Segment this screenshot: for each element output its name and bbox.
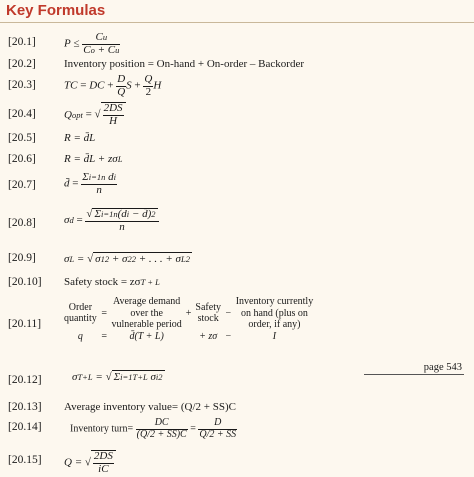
page-reference-rule [364,374,464,375]
formula-number: [20.13] [8,401,42,413]
formula: R = d̄L [64,132,96,144]
cell: stock [197,313,219,325]
cell: I [272,330,277,342]
formula-number: [20.1] [8,36,36,48]
formula: σd = $\frac{√ \Sigma i=1n(di - d̄)2}{n}$ [64,208,159,233]
formula-number: [20.11] [8,318,42,330]
cell: Order [68,301,93,313]
formula-number: [20.6] [8,153,36,165]
cell: Inventory currently [235,296,314,307]
cell: on hand (plus on [240,307,308,319]
page-title: Key Formulas [6,2,106,19]
formula-text: Inventory position = On-hand + On-order – Backorder [64,58,304,70]
formula-number: [20.2] [8,58,36,70]
formula-number: [20.15] [8,454,42,466]
formula-number: [20.5] [8,132,36,144]
formula: Qopt = √ $\frac{2DS}{H}$ [64,102,126,127]
formula: R = d̄L + zσL [64,153,123,165]
formula: TC = DC + $\frac{D}{Q}$ S + $\frac{Q}{2}$ H [64,73,162,98]
cell: order, if any) [248,319,301,330]
formula: Inventory turn= $\frac{DC}{(Q/2 + SS)C}$ = $\frac{D}{Q/2 + SS}$ [70,417,237,440]
cell: q [77,330,83,342]
cell: Average demand [113,296,181,307]
cell: vulnerable period [111,319,182,330]
formula: Safety stock = zσT + L [64,276,160,288]
formula-number: [20.4] [8,108,36,120]
formula: σT+L = √ Σi=1T+L σi2 [72,371,163,383]
formula-text: Safety stock = zσ [64,276,141,288]
formula-table: Order quantity = Average demand over the vulnerable period + Safety stock − Inventory currently on hand (plus on order, if any) q = d̄(T + L) + zσ − I [64,296,314,342]
cell: quantity [64,313,97,325]
formula-number: [20.8] [8,217,36,229]
cell: over the [130,307,163,319]
formula: d̄ = $\frac{\text{Σi=1n di}}{n}$ [64,171,116,196]
formula-number: [20.10] [8,276,42,288]
page-reference: page 543 [423,362,462,373]
cell: Safety [195,301,221,313]
cell: + zσ [199,330,218,342]
formula-number: [20.3] [8,79,36,91]
formula-text: Average inventory value= (Q/2 + SS)C [64,401,236,413]
formula-number: [20.14] [8,421,42,433]
formula: Q = √ $\frac{2DS}{iC}$ [64,450,116,475]
cell: d̄(T + L) [129,330,164,342]
formula-number: [20.9] [8,252,36,264]
formula: σL = √ σ12 + σ22 + . . . + σL2 [64,253,190,265]
formula-number: [20.12] [8,374,42,386]
title-divider [0,22,474,23]
formula-number: [20.7] [8,179,36,191]
formula-label: Inventory turn= [70,423,134,435]
formula: P ≤ $\frac{Cu}{Co + Cu}$ [64,31,120,56]
